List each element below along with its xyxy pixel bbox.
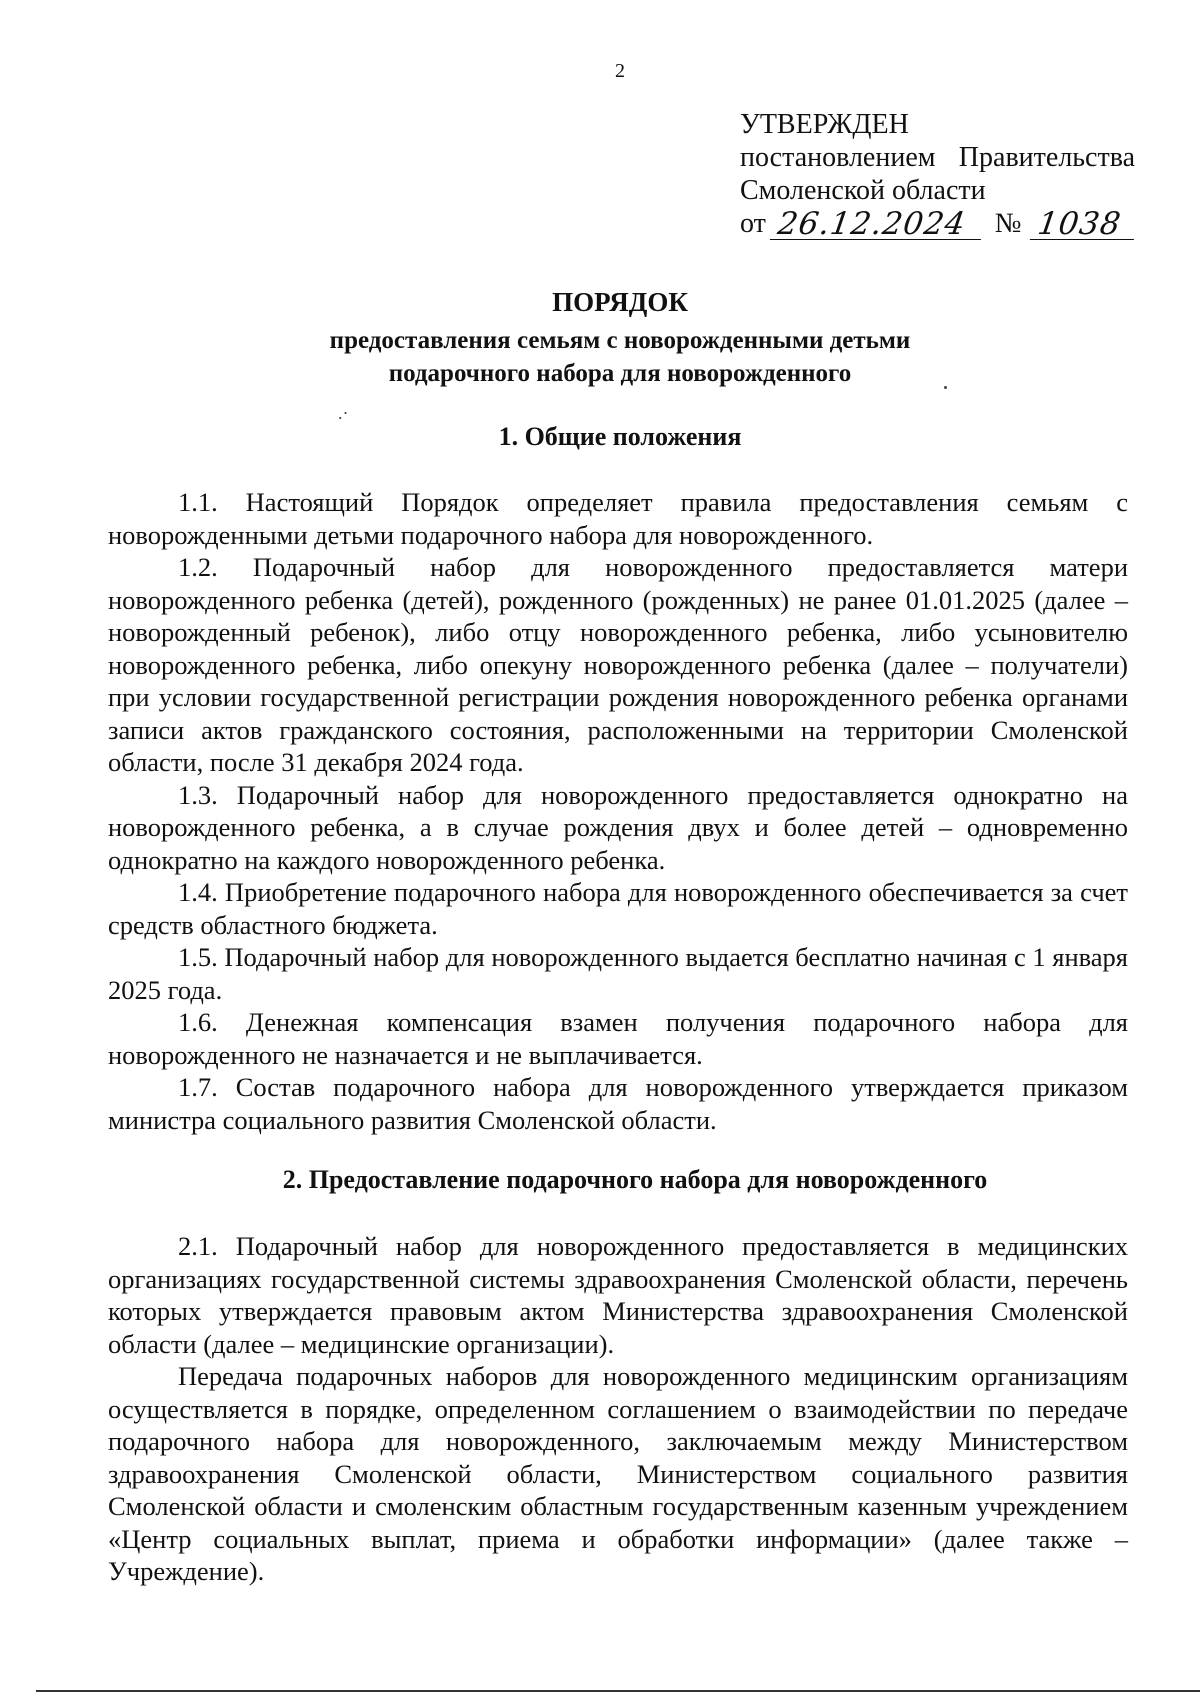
approval-approved: УТВЕРЖДЕН [740,109,909,140]
section-1-body [108,486,1128,1136]
handwritten-date: 26.12.2024 [770,209,985,240]
handwritten-number: 1038 [1029,209,1137,240]
scan-speck [944,386,947,389]
paragraph-2-2: Передача подарочных наборов для новорожденного медицинским организациям осуществляется в порядке, определенном соглашением о взаимодействии по передаче подарочного набора для новорожденного, заключаемым между Министерством здравоохранения Смоленской области, Министерством социального развития Смоленской области и смоленским областным государственным казенным учреждением «Центр социальных выплат, приема и обработки информации» (далее также – Учреждение). [108,1361,1128,1586]
approval-region: Смоленской области [740,175,986,206]
paragraph-1-7: 1.7. Состав подарочного набора для новорожденного утверждается приказом министра социального развития Смоленской области. [108,1072,1128,1135]
approval-block [740,108,1135,240]
approval-decree-word: постановлением [740,142,936,173]
paragraph-1-2: 1.2. Подарочный набор для новорожденного предоставляется матери новорожденного ребенка (детей), рожденного (рожденных) не ранее 01.01.2025 (далее – новорожденный ребенок), либо отцу новорожденного ребенка, либо усыновителю новорожденного ребенка, либо опекуну новорожденного ребенка (далее – получатели) при условии государственной регистрации рождения новорожденного ребенка органами записи актов гражданского состояния, расположенными на территории Смоленской области, после 31 декабря 2024 года. [108,552,1128,777]
section-2-heading: 2. Предоставление подарочного набора для новорожденного [282,1165,988,1194]
approval-decree-line [740,141,1135,174]
paragraph-1-3: 1.3. Подарочный набор для новорожденного предоставляется однократно на новорожденного ребенка, а в случае рождения двух и более детей – одновременно однократно на каждого новорожденного ребенка. [108,779,1128,875]
paragraph-1-5: 1.5. Подарочный набор для новорожденного выдается бесплатно начиная с 1 января 2025 года. [108,942,1128,1005]
section-1-heading: 1. Общие положения [498,422,742,451]
paragraph-1-4: 1.4. Приобретение подарочного набора для новорожденного обеспечивается за счет средств областного бюджета. [108,877,1128,940]
document-title: ПОРЯДОК [552,287,688,317]
section-2-body [108,1230,1128,1588]
number-sign: № [994,208,1022,239]
scan-bottom-edge [36,1690,1200,1692]
approval-government-word: Правительства [958,142,1135,173]
date-prefix: от [740,208,766,239]
paragraph-2-1: 2.1. Подарочный набор для новорожденного предоставляется в медицинских организациях государственной системы здравоохранения Смоленской области, перечень которых утверждается правовым актом Министерства здравоохранения Смоленской области (далее – медицинские организации). [108,1231,1128,1359]
paragraph-1-1: 1.1. Настоящий Порядок определяет правила предоставления семьям с новорожденными детьми подарочного набора для новорожденного. [108,487,1128,550]
document-subtitle-line-1: предоставления семьям с новорожденными детьми [329,327,911,354]
paragraph-1-6: 1.6. Денежная компенсация взамен получения подарочного набора для новорожденного не назначается и не выплачивается. [108,1007,1128,1070]
scan-mark: .· [338,403,349,423]
approval-date-line [740,207,1135,240]
document-subtitle-line-2: подарочного набора для новорожденного [388,360,852,387]
page-number: 2 [615,60,625,82]
